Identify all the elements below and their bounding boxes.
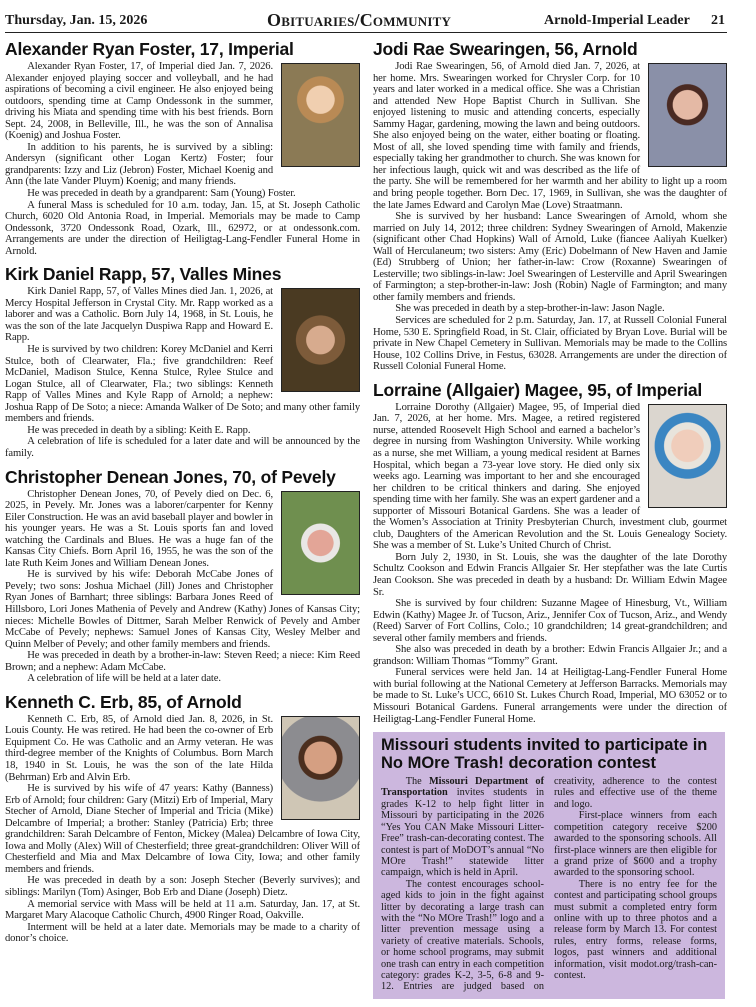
paragraph: Born July 2, 1930, in St. Louis, she was the daughter of the late Dorothy Schultz Cookson and Edwin Francis Allgaier Sr. Her stepfather was the late Curtis Jean Cookson. She was preceded in death by a husband: Dr. William Edwin Magee Sr. xyxy=(373,551,727,598)
obituary-rapp xyxy=(5,264,360,459)
contest-lead-paragraph xyxy=(381,776,544,879)
paragraph: He was preceded in death by a brother-in-law: Steven Reed; a niece: Kim Reed Brown; and a nephew: Adam McCabe. xyxy=(5,650,360,673)
paragraph: Kenneth C. Erb, 85, of Arnold died Jan. 8, 2026, in St. Louis County. He was retired. He had been the co-owner of Erb Equipment Co. He was Catholic and an Army veteran. He was third-degree member of the Knights of Columbus. Born March 18, 1940 in St. Louis, he was the son of the late Hilda (Behrman) Erb and Alvin Erb. xyxy=(5,713,273,783)
lead-text: The xyxy=(405,776,429,788)
paragraph: A memorial service with Mass will be held at 11 a.m. Saturday, Jan. 17, at St. Margaret Mary Alacoque Catholic Church, 4900 Ringer Road, Oakville. xyxy=(5,898,360,922)
paragraph: A funeral Mass is scheduled for 10 a.m. today, Jan. 15, at St. Joseph Catholic Church, 6020 Old Antonia Road, in Imperial. Memorials may be made to Camp Ondessonk, 3720 Ondessonk Road, Ozark, Ill., 62972, or at ondessonk.com. Arrangements are under the direction of Heiligtag-Lang-Fendler Funeral Home in Arnold. xyxy=(5,199,360,257)
paragraph: There is no entry fee for the contest and participating school groups must submit a completed entry form online with up to three photos and a release form by March 13. For contest rules, entry forms, release forms, logos, past winners and additional information, visit modot.org/trash-can-contest. xyxy=(554,878,717,981)
contest-body xyxy=(381,776,717,993)
paragraph: She is survived by her husband: Lance Swearingen of Arnold, whom she married on July 14, 2012; three children: Sydney Swearingen of Arnold, Makenzie (significant other Chad Hopkins) Wall of Arnold, Luke (fiancee Aaliyah Kuelker) Wall of Herculaneum; two sisters: Amy (Eric) Dobelmann of New Haven and Jamie (Ed) Strubberg of Union; her father-in-law: Crow (Roxanne) Swearingen of Lesterville; two siblings-in-law: Joel Swearingen of Lesterville and April Swearingen of Farmington; a step-brother-in-law: Josh (Robin) Nagle of Farmington; and many other family members and friends. xyxy=(373,211,727,303)
issue-date: Thursday, Jan. 15, 2026 xyxy=(5,13,148,28)
obituary-body xyxy=(5,286,360,459)
paragraph: He is survived by two children: Korey McDaniel and Kerri Stulce, both of Clearwater, Fla.; five grandchildren: Reef McDaniel, Madison Stulce, Kenna Stulce, Rylee Stulce and Logan Stulce, all of Clearwater, Fla.; two siblings: Kenneth Rapp of Valles Mines and Kyle Rapp of Arnold; a nephew: Joshua Rapp of De Soto; a niece: Amanda Walker of De Soto; and many other family members and friends. xyxy=(5,344,360,425)
paragraph: Interment will be held at a later date. Memorials may be made to a charity of donor’s choice. xyxy=(5,921,360,945)
left-column xyxy=(5,39,360,952)
paragraph: She also was preceded in death by a brother: Edwin Francis Allgaier Jr.; and a grandson: William Thomas “Tommy” Grant. xyxy=(373,644,727,667)
paragraph: He was preceded in death by a son: Joseph Stecher (Beverly survives); and siblings: Marilyn (Tom) Asinger, Bob Erb and Diane (Joseph) Dietz. xyxy=(5,875,360,898)
contest-headline: Missouri students invited to participate in No MOre Trash! decoration contest xyxy=(381,736,708,773)
organization-name: Missouri Department of Transportation xyxy=(381,776,544,799)
paragraph: She was preceded in death by a step-brother-in-law: Jason Nagle. xyxy=(395,303,665,315)
lead-text: invites students in grades K-12 to help fight litter in Missouri by participating in the 2026 “Yes You CAN Make Missouri Litter-Free” trash-can-decorating contest. The contest is part of MoDOT’s annual “No MOre Trash!” statewide litter campaign, which is held in April. xyxy=(381,787,545,879)
portrait-photo xyxy=(281,288,360,392)
obituary-body xyxy=(5,489,360,685)
paragraph: In addition to his parents, he is survived by a sibling: Andersyn (significant other Logan Kertz) Foster; four grandparents: Izzy and Liz (Jebron) Foster, Michael Koenig and Ann (the late Vander Pluym) Koenig; and many friends. xyxy=(5,141,273,188)
paragraph: Funeral services were held Jan. 14 at Heiligtag-Lang-Fendler Funeral Home with burial following at the National Cemetery at Jefferson Barracks. Memorials may be made to St. Luke’s UCC, 6610 St. Lukes Church Road, Imperial, MO 63052 or to Missouri Botanical Gardens. Funeral arrangements were under the direction of Heiligtag-Lang-Fendler Funeral Home. xyxy=(373,667,727,725)
paragraph: Christopher Denean Jones, 70, of Pevely died on Dec. 6, 2025, in Pevely. Mr. Jones was a laborer/carpenter for Kenny Eiler Construction. He was an avid baseball player and bowler in his younger years. He was a St. Louis sports fan and loved watching the Cardinals and Blues. He was a huge fan of the Kansas City Chiefs. Born April 16, 1955, he was the son of the late Ruth Keim Jones and William Denean Jones. xyxy=(5,488,273,569)
paragraph: A celebration of life is scheduled for a later date and will be announced by the family. xyxy=(5,436,360,459)
newspaper-name: Arnold-Imperial Leader xyxy=(544,13,690,28)
obituary-headline: Kirk Daniel Rapp, 57, Valles Mines xyxy=(5,264,282,285)
paragraph: He was preceded in death by a grandparent: Sam (Young) Foster. xyxy=(27,188,296,200)
page-header xyxy=(5,8,727,33)
paragraph: He was preceded in death by a sibling: Keith E. Rapp. xyxy=(27,424,251,436)
obituary-headline: Jodi Rae Swearingen, 56, Arnold xyxy=(373,39,638,59)
obituary-erb xyxy=(5,692,360,945)
obituary-magee xyxy=(373,380,727,725)
obituary-headline: Kenneth C. Erb, 85, of Arnold xyxy=(5,691,242,712)
section-title: Obituaries/Community xyxy=(267,10,452,30)
obituary-headline: Lorraine (Allgaier) Magee, 95, of Imperial xyxy=(373,379,703,400)
obituary-headline: Christopher Denean Jones, 70, of Pevely xyxy=(5,466,336,487)
paragraph: The contest encourages school-aged kids to join in the fight against litter by decorating a large trash can with the “No MOre Trash!” logo and a litter prevention message using a variety of creative materials. Schools, or home school programs, may submit one trash can entry in each competition category: grades K-2, 3-5, 6-8 and 9-12. Entries are judged based on creativity, adherence to the contest rules and effective use of the theme and logo. xyxy=(381,776,717,993)
paragraph: He is survived by his wife of 47 years: Kathy (Banness) Erb of Arnold; four children: Gary (Mitzi) Erb of Imperial, Mary Stecher of Arnold, Diane Stecher of Imperial and Tricia (Mike) Delcambre of Imperial; a brother: Stanley (Patricia) Erb; three grandchildren: Sarah Delcambre of Fenton, Mickey (Malea) Delcambre of Iowa City, Iowa and Molly (Alex) Will of Chesterfield; three great-grandchildren: Oliver Will of Chesterfield and Mia and Max Delcambre of Iowa City, Iowa; and other family members and friends. xyxy=(5,783,360,875)
portrait-photo xyxy=(648,404,727,508)
paragraph: Kirk Daniel Rapp, 57, of Valles Mines died Jan. 1, 2026, at Mercy Hospital Jefferson in Crystal City. Mr. Rapp worked as a laborer and was a Catholic. Born July 14, 1968, in St. Louis, he was the son of the late Jacquelyn Duspiwa Rapp and Howard E. Rapp. xyxy=(5,286,273,344)
portrait-photo xyxy=(281,63,360,167)
portrait-photo xyxy=(281,491,360,595)
paragraph: She is survived by four children: Suzanne Magee of Hinesburg, Vt., William Edwin (Kathy) Magee Jr. of Tucson, Ariz., Jennifer Cox of Tucson, Ariz., and Wendy (Reed) Sarver of Fort Collins, Colo.; 10 grandchildren; 14 great-grandchildren; and several other family members and friends. xyxy=(373,598,727,644)
paragraph: Jodi Rae Swearingen, 56, of Arnold died Jan. 7, 2026, at her home. Mrs. Swearingen worked for Chrysler Corp. for 10 years and later worked in a medical office. She was a Christian and attended New Hope Baptist Church in Sullivan. She enjoyed listening to music and attending concerts, especially Sammy Hagar, gardening, mowing the lawn and being outdoors. She also enjoyed being on the water, either boating or floating. Most of all, she loved spending time with family and friends, especially taking her grandmother to church. She was known for her infectious laugh, quick wit and was described as the life of the party. She will be remembered for her warmth and her ability to light up a room and bring people together. Born Dec. 17, 1969, in Sullivan, she was the daughter of the late James Edward and Carolyn Mae (Love) Straatmann. xyxy=(373,61,727,211)
page-number: 21 xyxy=(711,13,725,28)
obituary-jones xyxy=(5,467,360,685)
obituary-headline: Alexander Ryan Foster, 17, Imperial xyxy=(5,39,294,59)
obituary-swearingen xyxy=(373,39,727,373)
paragraph: Services are scheduled for 2 p.m. Saturday, Jan. 17, at Russell Colonial Funeral Home, 530 E. Springfield Road, in St. Clair, officiated by Bryan Love. Burial will be private in New Chapel Cemetery in Sullivan. Memorials may be made to the Collins House, 102 Collins Drive, in Festus, 63028. Arrangements are under the direction of Russell Colonial Funeral Home. xyxy=(373,315,727,373)
portrait-photo xyxy=(648,63,727,167)
obituary-body xyxy=(5,61,360,257)
page-columns xyxy=(5,39,727,1007)
paragraph: Lorraine Dorothy (Allgaier) Magee, 95, of Imperial died Jan. 7, 2026, at her home. Mrs. Magee, a retired registered nurse, attended Roosevelt High School and earned a bachelor’s degree in nursing from Washington University. While working as a nurse, she met William, a young medical resident at Barnes Hospital, which began a 73-year love story. He died only six weeks ago. Learning was important to her and she encouraged her children to be critical thinkers and daring. She enjoyed spending time with her family. She was an expert gardener and a supporter of Missouri Botanical Gardens. She was a leader of the Women’s Association at Trinity Presbyterian Church, investment club, gourmet club, Daughters of the American Revolution and the St. Louis Genealogy Society. She was a member of St. Luke’s United Church of Christ. xyxy=(373,401,727,552)
paragraph: First-place winners from each competition category receive $200 awarded to the sponsoring schools. All first-place winners are then eligible for a grand prize of $600 and a trophy awarded to the sponsoring school. xyxy=(554,810,717,879)
contest-news-box xyxy=(373,732,725,999)
obituary-body xyxy=(373,61,727,373)
paragraph: Alexander Ryan Foster, 17, of Imperial died Jan. 7, 2026. Alexander enjoyed playing soccer and volleyball, and he had aspirations of becoming a civil engineer. He also enjoyed being outdoors, spending time at Camp Ondessonk in the summer, driving his Miata and spending time with his best friends. Born Sept. 24, 2008, in Belleville, Ill., he was the son of Annalisa (Koenig) and Joshua Foster. xyxy=(5,61,273,142)
obituary-body xyxy=(373,402,727,725)
obituary-body xyxy=(5,714,360,945)
paragraph: A celebration of life will be held at a later date. xyxy=(27,673,221,685)
right-column xyxy=(373,39,727,1007)
portrait-photo xyxy=(281,716,360,820)
obituary-foster xyxy=(5,39,360,257)
paragraph: He is survived by his wife: Deborah McCabe Jones of Pevely; two sons: Joshua Michael (Jill) Jones and Christopher Ryan Jones of Barnhart; three siblings: Barbara Jones Reed of Hillsboro, Lori Jones Mathenia of Pevely and Andrew (Kathy) Jones of Kansas City; nieces: Michelle Bowles of Dittmer, Sarah Melber Renwick of Pevely and Amber McCabe of Pevely; nephews: Samuel Jones of Kansas City, Wesley Melber and Quinn Melber of Pevely; and other family members and friends. xyxy=(5,569,360,650)
